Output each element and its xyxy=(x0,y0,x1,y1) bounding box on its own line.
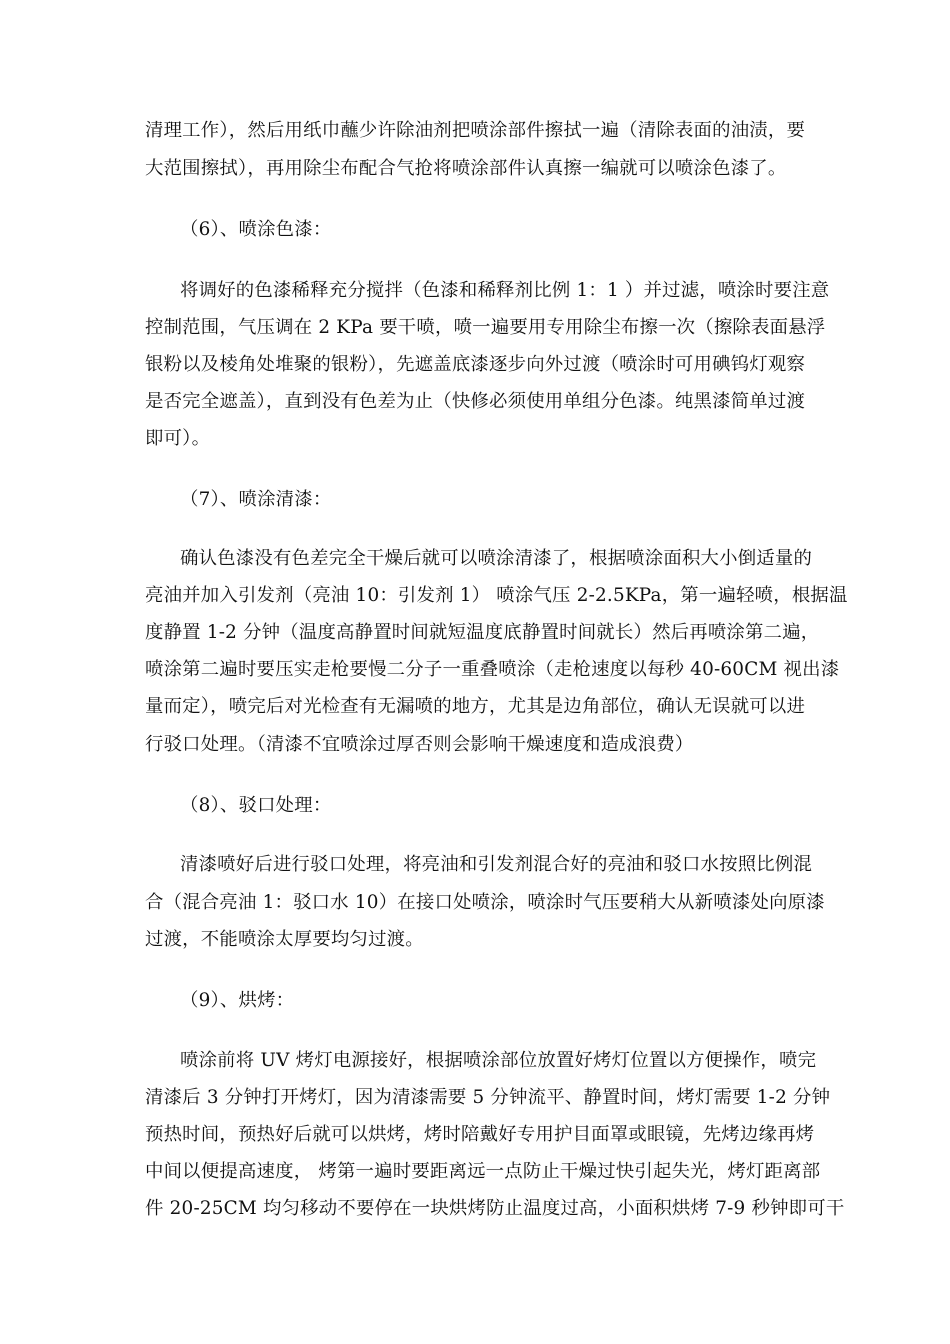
text-line: 度静置 1-2 分钟（温度高静置时间就短温度底静置时间就长）然后再喷涂第二遍， xyxy=(145,622,820,643)
text-line: 控制范围，气压调在 2 KPa 要干喷，喷一遍要用专用除尘布擦一次（擦除表面悬浮 xyxy=(145,317,826,338)
text-line: 银粉以及棱角处堆聚的银粉），先遮盖底漆逐步向外过渡（喷涂时可用碘钨灯观察 xyxy=(145,354,806,375)
section-heading-7: （7）、喷涂清漆： xyxy=(180,489,332,510)
text-line: 合（混合亮油 1：驳口水 10）在接口处喷涂，喷涂时气压要稍大从新喷漆处向原漆 xyxy=(145,892,825,913)
text-line: 大范围擦拭），再用除尘布配合气抢将喷涂部件认真擦一编就可以喷涂色漆了。 xyxy=(145,158,787,179)
text-line: 喷涂前将 UV 烤灯电源接好，根据喷涂部位放置好烤灯位置以方便操作，喷完 xyxy=(180,1050,817,1071)
section-heading-9: （9）、烘烤： xyxy=(180,990,295,1011)
section-heading-6: （6）、喷涂色漆： xyxy=(180,219,332,240)
text-line: 清漆喷好后进行驳口处理，将亮油和引发剂混合好的亮油和驳口水按照比例混 xyxy=(180,854,813,875)
text-line: 即可）。 xyxy=(145,428,211,449)
text-line: 量而定），喷完后对光检查有无漏喷的地方，尤其是边角部位，确认无误就可以进 xyxy=(145,696,806,717)
section-heading-8: （8）、驳口处理： xyxy=(180,795,332,816)
text-line: 是否完全遮盖），直到没有色差为止（快修必须使用单组分色漆。纯黑漆简单过渡 xyxy=(145,391,806,412)
text-line: 清理工作），然后用纸巾蘸少许除油剂把喷涂部件擦拭一遍（清除表面的油渍，要 xyxy=(145,120,806,141)
text-line: 亮油并加入引发剂（亮油 10：引发剂 1） 喷涂气压 2-2.5KPa，第一遍轻喷，根据温 xyxy=(145,585,848,606)
text-line: 将调好的色漆稀释充分搅拌（色漆和稀释剂比例 1：1 ）并过滤，喷涂时要注意 xyxy=(180,280,830,301)
text-line: 预热时间，预热好后就可以烘烤，烤时陪戴好专用护目面罩或眼镜，先烤边缘再烤 xyxy=(145,1124,815,1145)
text-line: 确认色漆没有色差完全干燥后就可以喷涂清漆了，根据喷涂面积大小倒适量的 xyxy=(180,548,813,569)
text-line: 中间以便提高速度， 烤第一遍时要距离远一点防止干燥过快引起失光，烤灯距离部 xyxy=(145,1161,821,1182)
text-line: 清漆后 3 分钟打开烤灯，因为清漆需要 5 分钟流平、静置时间，烤灯需要 1-2 分钟 xyxy=(145,1087,831,1108)
text-line: 喷涂第二遍时要压实走枪要慢二分子一重叠喷涂（走枪速度以每秒 40-60CM 视出漆 xyxy=(145,659,840,680)
text-line: 行驳口处理。（清漆不宜喷涂过厚否则会影响干燥速度和造成浪费） xyxy=(145,734,694,755)
text-line: 过渡，不能喷涂太厚要均匀过渡。 xyxy=(145,929,424,950)
text-line: 件 20-25CM 均匀移动不要停在一块烘烤防止温度过高，小面积烘烤 7-9 秒钟即可干 xyxy=(145,1198,845,1219)
